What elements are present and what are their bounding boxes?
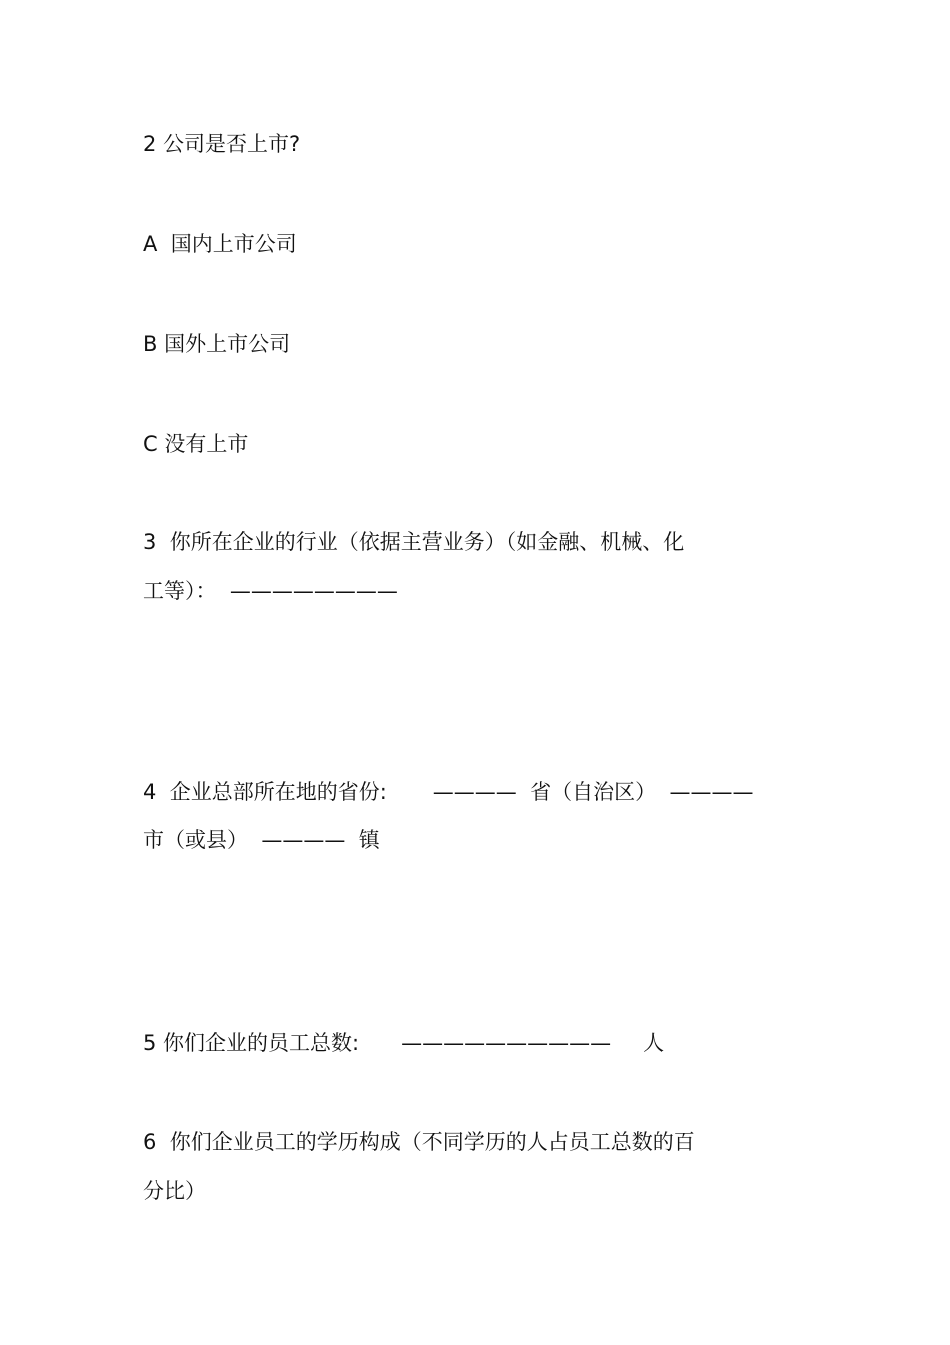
question-5-blank: —————————— <box>401 1031 612 1055</box>
question-4-province-blank: ———— 省（自治区） ———— <box>432 780 754 804</box>
question-6-line-2: 分比） <box>143 1179 206 1203</box>
question-2-text: 2 公司是否上市? <box>143 132 301 156</box>
question-4-label: 4 企业总部所在地的省份: <box>143 780 387 804</box>
question-5-label: 5 你们企业的员工总数: <box>143 1031 360 1055</box>
question-3-line-2: 工等）： ———————— <box>143 579 398 603</box>
question-5-line <box>143 1028 664 1058</box>
question-5-unit: 人 <box>643 1031 665 1055</box>
question-4-line-1 <box>143 777 754 807</box>
question-6-line-1: 6 你们企业员工的学历构成（不同学历的人占员工总数的百 <box>143 1130 695 1154</box>
question-2-option-a: A 国内上市公司 <box>143 232 297 256</box>
question-2-option-b: B 国外上市公司 <box>143 332 291 356</box>
question-3-line-1: 3 你所在企业的行业（依据主营业务）（如金融、机械、化 <box>143 530 685 554</box>
question-4-line-2: 市（或县） ———— 镇 <box>143 828 380 852</box>
question-2-option-c: C 没有上市 <box>143 432 249 456</box>
